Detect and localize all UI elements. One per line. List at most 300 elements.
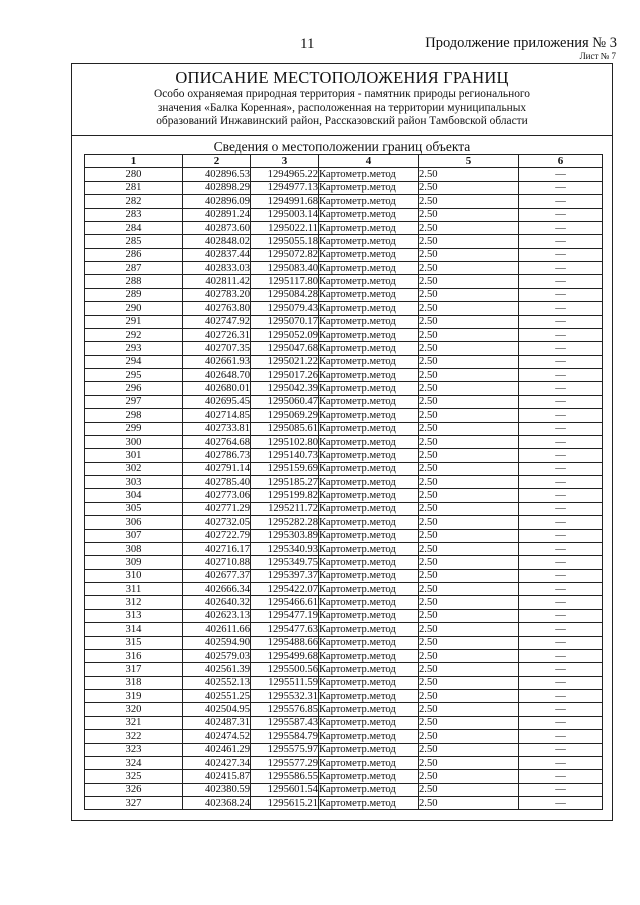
accuracy-cell: 2.50	[419, 756, 519, 769]
method-cell: Картометр.метод	[319, 690, 419, 703]
accuracy-cell: 2.50	[419, 275, 519, 288]
point-number-cell: 300	[85, 435, 183, 448]
table-row	[85, 489, 603, 502]
x-coordinate-cell: 402722.79	[183, 529, 251, 542]
point-number-cell: 325	[85, 770, 183, 783]
y-coordinate-cell: 1295586.55	[251, 770, 319, 783]
method-cell: Картометр.метод	[319, 756, 419, 769]
table-row	[85, 275, 603, 288]
y-coordinate-cell: 1295511.59	[251, 676, 319, 689]
table-row	[85, 529, 603, 542]
method-cell: Картометр.метод	[319, 208, 419, 221]
x-coordinate-cell: 402873.60	[183, 221, 251, 234]
table-row	[85, 649, 603, 662]
accuracy-cell: 2.50	[419, 235, 519, 248]
x-coordinate-cell: 402380.59	[183, 783, 251, 796]
x-coordinate-cell: 402368.24	[183, 797, 251, 810]
y-coordinate-cell: 1295083.40	[251, 262, 319, 275]
y-coordinate-cell: 1294965.22	[251, 168, 319, 181]
x-coordinate-cell: 402763.80	[183, 302, 251, 315]
y-coordinate-cell: 1295185.27	[251, 476, 319, 489]
document-title: ОПИСАНИЕ МЕСТОПОЛОЖЕНИЯ ГРАНИЦ	[175, 68, 509, 87]
point-number-cell: 322	[85, 730, 183, 743]
y-coordinate-cell: 1295042.39	[251, 382, 319, 395]
description-cell: —	[519, 355, 603, 368]
description-cell: —	[519, 275, 603, 288]
y-coordinate-cell: 1295211.72	[251, 502, 319, 515]
accuracy-cell: 2.50	[419, 797, 519, 810]
table-row	[85, 609, 603, 622]
x-coordinate-cell: 402648.70	[183, 369, 251, 382]
accuracy-cell: 2.50	[419, 609, 519, 622]
accuracy-cell: 2.50	[419, 649, 519, 662]
method-cell: Картометр.метод	[319, 409, 419, 422]
x-coordinate-cell: 402811.42	[183, 275, 251, 288]
point-number-cell: 301	[85, 449, 183, 462]
x-coordinate-cell: 402504.95	[183, 703, 251, 716]
point-number-cell: 280	[85, 168, 183, 181]
table-row	[85, 288, 603, 301]
point-number-cell: 307	[85, 529, 183, 542]
y-coordinate-cell: 1295422.07	[251, 583, 319, 596]
table-row	[85, 195, 603, 208]
x-coordinate-cell: 402733.81	[183, 422, 251, 435]
description-cell: —	[519, 516, 603, 529]
method-cell: Картометр.метод	[319, 596, 419, 609]
description-cell: —	[519, 248, 603, 261]
description-cell: —	[519, 596, 603, 609]
x-coordinate-cell: 402898.29	[183, 181, 251, 194]
description-cell: —	[519, 716, 603, 729]
y-coordinate-cell: 1295466.61	[251, 596, 319, 609]
point-number-cell: 312	[85, 596, 183, 609]
table-row	[85, 342, 603, 355]
description-cell: —	[519, 636, 603, 649]
point-number-cell: 313	[85, 609, 183, 622]
description-cell: —	[519, 435, 603, 448]
accuracy-cell: 2.50	[419, 262, 519, 275]
point-number-cell: 323	[85, 743, 183, 756]
description-cell: —	[519, 569, 603, 582]
accuracy-cell: 2.50	[419, 636, 519, 649]
table-row	[85, 221, 603, 234]
point-number-cell: 287	[85, 262, 183, 275]
description-cell: —	[519, 462, 603, 475]
method-cell: Картометр.метод	[319, 248, 419, 261]
column-header: 5	[419, 155, 519, 168]
x-coordinate-cell: 402594.90	[183, 636, 251, 649]
x-coordinate-cell: 402474.52	[183, 730, 251, 743]
description-cell: —	[519, 168, 603, 181]
table-row	[85, 369, 603, 382]
method-cell: Картометр.метод	[319, 529, 419, 542]
accuracy-cell: 2.50	[419, 221, 519, 234]
method-cell: Картометр.метод	[319, 422, 419, 435]
table-row	[85, 783, 603, 796]
accuracy-cell: 2.50	[419, 516, 519, 529]
y-coordinate-cell: 1295477.63	[251, 623, 319, 636]
y-coordinate-cell: 1295584.79	[251, 730, 319, 743]
description-cell: —	[519, 743, 603, 756]
method-cell: Картометр.метод	[319, 556, 419, 569]
y-coordinate-cell: 1295060.47	[251, 395, 319, 408]
accuracy-cell: 2.50	[419, 596, 519, 609]
method-cell: Картометр.метод	[319, 569, 419, 582]
y-coordinate-cell: 1295017.26	[251, 369, 319, 382]
accuracy-cell: 2.50	[419, 462, 519, 475]
x-coordinate-cell: 402783.20	[183, 288, 251, 301]
description-cell: —	[519, 221, 603, 234]
accuracy-cell: 2.50	[419, 502, 519, 515]
point-number-cell: 320	[85, 703, 183, 716]
table-row	[85, 315, 603, 328]
description-cell: —	[519, 676, 603, 689]
method-cell: Картометр.метод	[319, 195, 419, 208]
description-cell: —	[519, 583, 603, 596]
description-cell: —	[519, 783, 603, 796]
table-row	[85, 208, 603, 221]
point-number-cell: 302	[85, 462, 183, 475]
method-cell: Картометр.метод	[319, 355, 419, 368]
method-cell: Картометр.метод	[319, 542, 419, 555]
accuracy-cell: 2.50	[419, 422, 519, 435]
accuracy-cell: 2.50	[419, 663, 519, 676]
method-cell: Картометр.метод	[319, 395, 419, 408]
x-coordinate-cell: 402773.06	[183, 489, 251, 502]
description-cell: —	[519, 663, 603, 676]
y-coordinate-cell: 1295340.93	[251, 542, 319, 555]
y-coordinate-cell: 1295500.56	[251, 663, 319, 676]
method-cell: Картометр.метод	[319, 315, 419, 328]
table-row	[85, 730, 603, 743]
accuracy-cell: 2.50	[419, 208, 519, 221]
table-row	[85, 302, 603, 315]
method-cell: Картометр.метод	[319, 235, 419, 248]
x-coordinate-cell: 402640.32	[183, 596, 251, 609]
column-header: 2	[183, 155, 251, 168]
x-coordinate-cell: 402695.45	[183, 395, 251, 408]
point-number-cell: 304	[85, 489, 183, 502]
method-cell: Картометр.метод	[319, 716, 419, 729]
y-coordinate-cell: 1295577.29	[251, 756, 319, 769]
table-row	[85, 676, 603, 689]
table-row	[85, 181, 603, 194]
y-coordinate-cell: 1295576.85	[251, 703, 319, 716]
y-coordinate-cell: 1295477.19	[251, 609, 319, 622]
y-coordinate-cell: 1295601.54	[251, 783, 319, 796]
description-cell: —	[519, 770, 603, 783]
x-coordinate-cell: 402791.14	[183, 462, 251, 475]
description-cell: —	[519, 690, 603, 703]
coordinates-table	[84, 154, 603, 810]
point-number-cell: 294	[85, 355, 183, 368]
point-number-cell: 291	[85, 315, 183, 328]
y-coordinate-cell: 1295488.66	[251, 636, 319, 649]
point-number-cell: 283	[85, 208, 183, 221]
table-row	[85, 328, 603, 341]
accuracy-cell: 2.50	[419, 302, 519, 315]
y-coordinate-cell: 1295587.43	[251, 716, 319, 729]
description-cell: —	[519, 756, 603, 769]
point-number-cell: 308	[85, 542, 183, 555]
x-coordinate-cell: 402716.17	[183, 542, 251, 555]
x-coordinate-cell: 402661.93	[183, 355, 251, 368]
method-cell: Картометр.метод	[319, 342, 419, 355]
point-number-cell: 324	[85, 756, 183, 769]
method-cell: Картометр.метод	[319, 783, 419, 796]
table-row	[85, 449, 603, 462]
method-cell: Картометр.метод	[319, 770, 419, 783]
y-coordinate-cell: 1295282.28	[251, 516, 319, 529]
table-row	[85, 663, 603, 676]
accuracy-cell: 2.50	[419, 342, 519, 355]
method-cell: Картометр.метод	[319, 730, 419, 743]
method-cell: Картометр.метод	[319, 676, 419, 689]
description-cell: —	[519, 422, 603, 435]
point-number-cell: 315	[85, 636, 183, 649]
table-row	[85, 770, 603, 783]
accuracy-cell: 2.50	[419, 288, 519, 301]
accuracy-cell: 2.50	[419, 395, 519, 408]
description-cell: —	[519, 262, 603, 275]
x-coordinate-cell: 402726.31	[183, 328, 251, 341]
y-coordinate-cell: 1295303.89	[251, 529, 319, 542]
description-cell: —	[519, 542, 603, 555]
accuracy-cell: 2.50	[419, 409, 519, 422]
description-cell: —	[519, 181, 603, 194]
table-row	[85, 542, 603, 555]
column-header: 6	[519, 155, 603, 168]
point-number-cell: 314	[85, 623, 183, 636]
point-number-cell: 310	[85, 569, 183, 582]
table-row	[85, 435, 603, 448]
y-coordinate-cell: 1295615.21	[251, 797, 319, 810]
method-cell: Картометр.метод	[319, 743, 419, 756]
x-coordinate-cell: 402837.44	[183, 248, 251, 261]
point-number-cell: 299	[85, 422, 183, 435]
point-number-cell: 284	[85, 221, 183, 234]
table-row	[85, 596, 603, 609]
accuracy-cell: 2.50	[419, 676, 519, 689]
x-coordinate-cell: 402611.66	[183, 623, 251, 636]
point-number-cell: 297	[85, 395, 183, 408]
y-coordinate-cell: 1294991.68	[251, 195, 319, 208]
y-coordinate-cell: 1295140.73	[251, 449, 319, 462]
accuracy-cell: 2.50	[419, 556, 519, 569]
appendix-heading: Продолжение приложения № 3	[425, 35, 617, 51]
accuracy-cell: 2.50	[419, 743, 519, 756]
x-coordinate-cell: 402833.03	[183, 262, 251, 275]
sheet-number: Лист № 7	[579, 51, 616, 61]
y-coordinate-cell: 1295102.80	[251, 435, 319, 448]
x-coordinate-cell: 402461.29	[183, 743, 251, 756]
accuracy-cell: 2.50	[419, 435, 519, 448]
description-cell: —	[519, 395, 603, 408]
point-number-cell: 288	[85, 275, 183, 288]
x-coordinate-cell: 402551.25	[183, 690, 251, 703]
table-row	[85, 569, 603, 582]
table-body	[85, 168, 603, 810]
method-cell: Картометр.метод	[319, 649, 419, 662]
point-number-cell: 281	[85, 181, 183, 194]
method-cell: Картометр.метод	[319, 369, 419, 382]
y-coordinate-cell: 1295499.68	[251, 649, 319, 662]
y-coordinate-cell: 1294977.13	[251, 181, 319, 194]
method-cell: Картометр.метод	[319, 516, 419, 529]
x-coordinate-cell: 402677.37	[183, 569, 251, 582]
x-coordinate-cell: 402415.87	[183, 770, 251, 783]
method-cell: Картометр.метод	[319, 583, 419, 596]
description-cell: —	[519, 195, 603, 208]
point-number-cell: 290	[85, 302, 183, 315]
accuracy-cell: 2.50	[419, 730, 519, 743]
accuracy-cell: 2.50	[419, 195, 519, 208]
method-cell: Картометр.метод	[319, 609, 419, 622]
description-cell: —	[519, 235, 603, 248]
y-coordinate-cell: 1295079.43	[251, 302, 319, 315]
x-coordinate-cell: 402786.73	[183, 449, 251, 462]
column-header: 3	[251, 155, 319, 168]
x-coordinate-cell: 402732.05	[183, 516, 251, 529]
y-coordinate-cell: 1295021.22	[251, 355, 319, 368]
method-cell: Картометр.метод	[319, 288, 419, 301]
method-cell: Картометр.метод	[319, 476, 419, 489]
column-header: 1	[85, 155, 183, 168]
description-cell: —	[519, 649, 603, 662]
table-header-row	[85, 155, 603, 168]
y-coordinate-cell: 1295047.68	[251, 342, 319, 355]
description-cell: —	[519, 489, 603, 502]
accuracy-cell: 2.50	[419, 623, 519, 636]
x-coordinate-cell: 402848.02	[183, 235, 251, 248]
table-row	[85, 476, 603, 489]
description-cell: —	[519, 797, 603, 810]
description-cell: —	[519, 288, 603, 301]
table-row	[85, 248, 603, 261]
point-number-cell: 311	[85, 583, 183, 596]
x-coordinate-cell: 402764.68	[183, 435, 251, 448]
method-cell: Картометр.метод	[319, 221, 419, 234]
method-cell: Картометр.метод	[319, 489, 419, 502]
description-cell: —	[519, 556, 603, 569]
table-row	[85, 409, 603, 422]
point-number-cell: 316	[85, 649, 183, 662]
accuracy-cell: 2.50	[419, 476, 519, 489]
method-cell: Картометр.метод	[319, 703, 419, 716]
table-row	[85, 262, 603, 275]
section-title: Сведения о местоположении границ объекта	[213, 139, 471, 154]
x-coordinate-cell: 402561.39	[183, 663, 251, 676]
point-number-cell: 298	[85, 409, 183, 422]
x-coordinate-cell: 402623.13	[183, 609, 251, 622]
accuracy-cell: 2.50	[419, 783, 519, 796]
point-number-cell: 285	[85, 235, 183, 248]
table-row	[85, 355, 603, 368]
method-cell: Картометр.метод	[319, 328, 419, 341]
table-row	[85, 716, 603, 729]
accuracy-cell: 2.50	[419, 716, 519, 729]
point-number-cell: 289	[85, 288, 183, 301]
description-cell: —	[519, 502, 603, 515]
accuracy-cell: 2.50	[419, 248, 519, 261]
accuracy-cell: 2.50	[419, 315, 519, 328]
document-frame	[71, 63, 613, 821]
method-cell: Картометр.метод	[319, 262, 419, 275]
point-number-cell: 309	[85, 556, 183, 569]
point-number-cell: 319	[85, 690, 183, 703]
point-number-cell: 305	[85, 502, 183, 515]
point-number-cell: 303	[85, 476, 183, 489]
y-coordinate-cell: 1295072.82	[251, 248, 319, 261]
method-cell: Картометр.метод	[319, 449, 419, 462]
method-cell: Картометр.метод	[319, 275, 419, 288]
description-cell: —	[519, 623, 603, 636]
table-row	[85, 623, 603, 636]
x-coordinate-cell: 402896.09	[183, 195, 251, 208]
description-cell: —	[519, 342, 603, 355]
description-cell: —	[519, 449, 603, 462]
point-number-cell: 282	[85, 195, 183, 208]
method-cell: Картометр.метод	[319, 797, 419, 810]
accuracy-cell: 2.50	[419, 542, 519, 555]
description-cell: —	[519, 476, 603, 489]
method-cell: Картометр.метод	[319, 663, 419, 676]
table-row	[85, 743, 603, 756]
accuracy-cell: 2.50	[419, 181, 519, 194]
y-coordinate-cell: 1295003.14	[251, 208, 319, 221]
method-cell: Картометр.метод	[319, 302, 419, 315]
point-number-cell: 317	[85, 663, 183, 676]
method-cell: Картометр.метод	[319, 382, 419, 395]
method-cell: Картометр.метод	[319, 181, 419, 194]
point-number-cell: 321	[85, 716, 183, 729]
method-cell: Картометр.метод	[319, 462, 419, 475]
table-row	[85, 462, 603, 475]
x-coordinate-cell: 402487.31	[183, 716, 251, 729]
x-coordinate-cell: 402785.40	[183, 476, 251, 489]
method-cell: Картометр.метод	[319, 168, 419, 181]
point-number-cell: 326	[85, 783, 183, 796]
table-row	[85, 756, 603, 769]
table-row	[85, 502, 603, 515]
accuracy-cell: 2.50	[419, 703, 519, 716]
table-row	[85, 556, 603, 569]
accuracy-cell: 2.50	[419, 529, 519, 542]
x-coordinate-cell: 402714.85	[183, 409, 251, 422]
x-coordinate-cell: 402771.29	[183, 502, 251, 515]
accuracy-cell: 2.50	[419, 489, 519, 502]
point-number-cell: 292	[85, 328, 183, 341]
table-row	[85, 636, 603, 649]
accuracy-cell: 2.50	[419, 770, 519, 783]
method-cell: Картометр.метод	[319, 623, 419, 636]
table-row	[85, 382, 603, 395]
x-coordinate-cell: 402707.35	[183, 342, 251, 355]
description-cell: —	[519, 208, 603, 221]
description-cell: —	[519, 369, 603, 382]
point-number-cell: 286	[85, 248, 183, 261]
description-cell: —	[519, 609, 603, 622]
x-coordinate-cell: 402552.13	[183, 676, 251, 689]
y-coordinate-cell: 1295532.31	[251, 690, 319, 703]
accuracy-cell: 2.50	[419, 382, 519, 395]
divider	[72, 135, 612, 136]
accuracy-cell: 2.50	[419, 328, 519, 341]
x-coordinate-cell: 402747.92	[183, 315, 251, 328]
description-cell: —	[519, 703, 603, 716]
y-coordinate-cell: 1295575.97	[251, 743, 319, 756]
description-cell: —	[519, 529, 603, 542]
